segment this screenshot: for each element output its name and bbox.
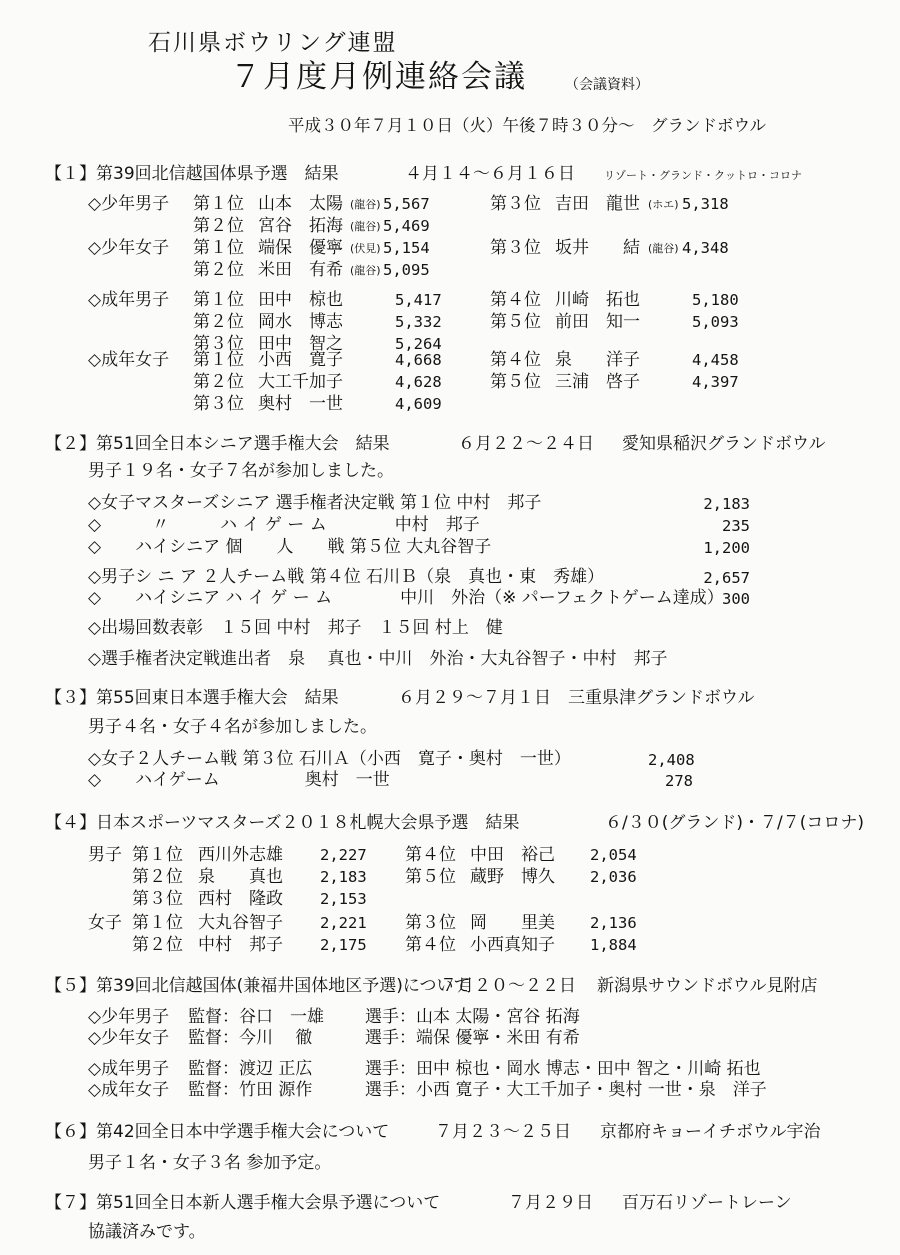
rank: 第１位 [193, 290, 244, 310]
section-4-dates: ６/３０(グランド)・７/７(コロナ) [605, 813, 864, 833]
player-name: 西村 隆政 [198, 889, 283, 909]
coach: 監督：渡辺 正広 [188, 1059, 313, 1079]
section-5-heading: 【５】第39回北信越国体(兼福井国体地区予選)について [45, 976, 471, 996]
score: 2,054 [590, 846, 637, 864]
score: 235 [722, 517, 750, 535]
rank: 第４位 [490, 290, 541, 310]
coach: 監督：今川 徹 [188, 1028, 313, 1048]
score: 2,657 [703, 569, 750, 587]
player-name: 中田 裕己 [470, 845, 555, 865]
score: 5,264 [395, 335, 442, 353]
score: 5,417 [395, 291, 442, 309]
rank: 第１位 [193, 194, 244, 214]
score: 4,458 [692, 351, 739, 369]
rank: 第３位 [490, 194, 541, 214]
player-name: 田中 椋也 [258, 290, 343, 310]
rank: 第２位 [132, 935, 183, 955]
rank: 第２位 [132, 867, 183, 887]
score: 1,200 [703, 539, 750, 557]
player-name: 奥村 一世 [258, 394, 343, 414]
section-6-dates: ７月２３～２５日 [435, 1122, 571, 1142]
score: 5,154 [383, 239, 430, 257]
section-7-heading: 【７】第51回全日本新人選手権大会県予選について [45, 1193, 441, 1213]
section-1-heading: 【１】第39回北信越国体県予選 結果 [45, 164, 339, 184]
section-1-dates: ４月１４～６月１６日 [405, 164, 575, 184]
rank: 第３位 [405, 913, 456, 933]
category-label: ◇成年男子 [88, 1059, 170, 1079]
section-7-venue: 百万石リゾートレーン [622, 1193, 792, 1213]
result-label: ◇女子２人チーム戦 第３位 石川Ａ（小西 寛子・奥村 一世） [88, 749, 571, 769]
category-label: ◇少年女子 [88, 238, 170, 258]
section-6-note: 男子１名・女子３名 参加予定。 [88, 1153, 332, 1173]
rank: 第５位 [490, 372, 541, 392]
rank: 第５位 [490, 312, 541, 332]
player-name: 端保 優寧 [258, 238, 343, 258]
score: 4,668 [395, 351, 442, 369]
score: 2,183 [320, 868, 367, 886]
player-name: 川崎 拓也 [555, 290, 640, 310]
organization-name: 石川県ボウリング連盟 [148, 30, 398, 56]
rank: 第４位 [490, 350, 541, 370]
player-affiliation: (龍谷) [350, 198, 381, 211]
meeting-datetime: 平成３０年７月１０日（火）午後７時３０分～ グランドボウル [288, 116, 767, 135]
player-name: 岡 里美 [470, 913, 555, 933]
player-name: 三浦 啓子 [555, 372, 640, 392]
players: 選手：端保 優寧・米田 有希 [365, 1028, 580, 1048]
score: 2,408 [648, 751, 695, 769]
category-label: ◇少年男子 [88, 1007, 170, 1027]
rank: 第３位 [193, 394, 244, 414]
score: 5,093 [692, 313, 739, 331]
rank: 第３位 [132, 889, 183, 909]
player-affiliation: (伏見) [350, 242, 381, 255]
section-3-participants: 男子４名・女子４名が参加しました。 [88, 717, 377, 737]
rank: 第４位 [405, 935, 456, 955]
result-label: ◇ ハイシニア 個 人 戦 第５位 大丸谷智子 [88, 537, 492, 557]
rank: 第２位 [193, 216, 244, 236]
score: 5,469 [383, 217, 430, 235]
score: 5,332 [395, 313, 442, 331]
section-2-venue: 愛知県稲沢グランドボウル [622, 434, 826, 454]
result-label: ◇ 〃 ハ イ ゲ ー ム 中村 邦子 [88, 515, 480, 535]
player-affiliation: (龍谷) [648, 242, 679, 255]
score: 5,180 [692, 291, 739, 309]
section-5-venue: 新潟県サウンドボウル見附店 [597, 976, 818, 996]
score: 5,095 [383, 261, 430, 279]
section-7-note: 協議済みです。 [88, 1222, 206, 1242]
rank: 第５位 [405, 867, 456, 887]
section-3-heading: 【３】第55回東日本選手権大会 結果 [45, 688, 339, 708]
rank: 第３位 [193, 334, 244, 354]
section-6-venue: 京都府キョーイチボウル宇治 [600, 1122, 821, 1142]
player-name: 前田 知一 [555, 312, 640, 332]
player-name: 米田 有希 [258, 260, 343, 280]
coach: 監督：竹田 源作 [188, 1080, 313, 1100]
players: 選手：山本 太陽・宮谷 拓海 [365, 1007, 580, 1027]
player-name: 西川外志雄 [198, 845, 283, 865]
score: 2,175 [320, 936, 367, 954]
player-name: 山本 太陽 [258, 194, 343, 214]
score: 2,227 [320, 846, 367, 864]
section-3-venue: 三重県津グランドボウル [568, 688, 755, 708]
score: 2,136 [590, 914, 637, 932]
finalists: ◇選手権者決定戦進出者 泉 真也・中川 外治・大丸谷智子・中村 邦子 [88, 649, 668, 669]
rank: 第４位 [405, 845, 456, 865]
player-affiliation: (龍谷) [350, 264, 381, 277]
player-name: 坂井 結 [555, 238, 640, 258]
section-2-participants: 男子１９名・女子７名が参加しました。 [88, 461, 394, 481]
player-name: 泉 洋子 [555, 350, 640, 370]
score: 2,036 [590, 868, 637, 886]
result-label: ◇ ハイゲーム 奥村 一世 [88, 770, 390, 790]
score: 5,567 [383, 195, 430, 213]
rank: 第１位 [132, 845, 183, 865]
player-name: 吉田 龍世 [555, 194, 640, 214]
category-label: ◇少年男子 [88, 194, 170, 214]
appearance-award: ◇出場回数表彰 １５回 中村 邦子 １５回 村上 健 [88, 618, 503, 638]
score: 1,884 [590, 936, 637, 954]
category-label: ◇成年女子 [88, 1080, 170, 1100]
player-affiliation: (龍谷) [350, 220, 381, 233]
rank: 第１位 [193, 350, 244, 370]
section-7-dates: ７月２９日 [508, 1193, 593, 1213]
section-2-dates: ６月２２～２４日 [458, 434, 594, 454]
result-label: ◇ ハイシニア ハ イ ゲ ー ム 中川 外治（※ パーフェクトゲーム達成） [88, 588, 724, 608]
player-name: 大丸谷智子 [198, 913, 283, 933]
score: 300 [722, 590, 750, 608]
rank: 第１位 [193, 238, 244, 258]
players: 選手：田中 椋也・岡水 博志・田中 智之・川崎 拓也 [365, 1059, 761, 1079]
player-name: 中村 邦子 [198, 935, 283, 955]
player-affiliation: (ホエ) [648, 198, 679, 211]
coach: 監督：谷口 一雄 [188, 1007, 324, 1027]
score: 4,628 [395, 373, 442, 391]
result-label: ◇男子シ ニ ア ２人チーム戦 第４位 石川Ｂ（泉 真也・東 秀雄） [88, 567, 605, 587]
score: 4,397 [692, 373, 739, 391]
section-1-venue: リゾート・グランド・クットロ・コロナ [604, 169, 802, 182]
score: 4,348 [682, 239, 729, 257]
rank: 第２位 [193, 312, 244, 332]
section-3-dates: ６月２９～７月１日 [398, 688, 551, 708]
rank: 第３位 [490, 238, 541, 258]
category-label: 女子 [88, 913, 122, 933]
player-name: 蔵野 博久 [470, 867, 555, 887]
score: 5,318 [682, 195, 729, 213]
result-label: ◇女子マスターズシニア 選手権者決定戦 第１位 中村 邦子 [88, 493, 542, 513]
title-note: （会議資料） [565, 77, 649, 93]
category-label: 男子 [88, 845, 122, 865]
player-name: 泉 真也 [198, 867, 283, 887]
category-label: ◇成年女子 [88, 350, 170, 370]
players: 選手：小西 寛子・大工千加子・奥村 一世・泉 洋子 [365, 1080, 767, 1100]
player-name: 小西真知子 [470, 935, 555, 955]
score: 278 [665, 772, 693, 790]
rank: 第１位 [132, 913, 183, 933]
section-5-dates: ７月２０～２２日 [440, 976, 576, 996]
score: 2,221 [320, 914, 367, 932]
player-name: 田中 智之 [258, 334, 343, 354]
player-name: 宮谷 拓海 [258, 216, 343, 236]
section-4-heading: 【４】日本スポーツマスターズ２０１８札幌大会県予選 結果 [45, 813, 520, 833]
player-name: 岡水 博志 [258, 312, 343, 332]
rank: 第２位 [193, 260, 244, 280]
score: 2,183 [703, 495, 750, 513]
section-2-heading: 【２】第51回全日本シニア選手権大会 結果 [45, 434, 390, 454]
category-label: ◇少年女子 [88, 1028, 170, 1048]
category-label: ◇成年男子 [88, 290, 170, 310]
score: 4,609 [395, 395, 442, 413]
section-6-heading: 【６】第42回全日本中学選手権大会について [45, 1122, 390, 1142]
rank: 第２位 [193, 372, 244, 392]
player-name: 大工千加子 [258, 372, 343, 392]
player-name: 小西 寛子 [258, 350, 343, 370]
score: 2,153 [320, 890, 367, 908]
page-title: ７月度月例連絡会議 [230, 59, 527, 95]
